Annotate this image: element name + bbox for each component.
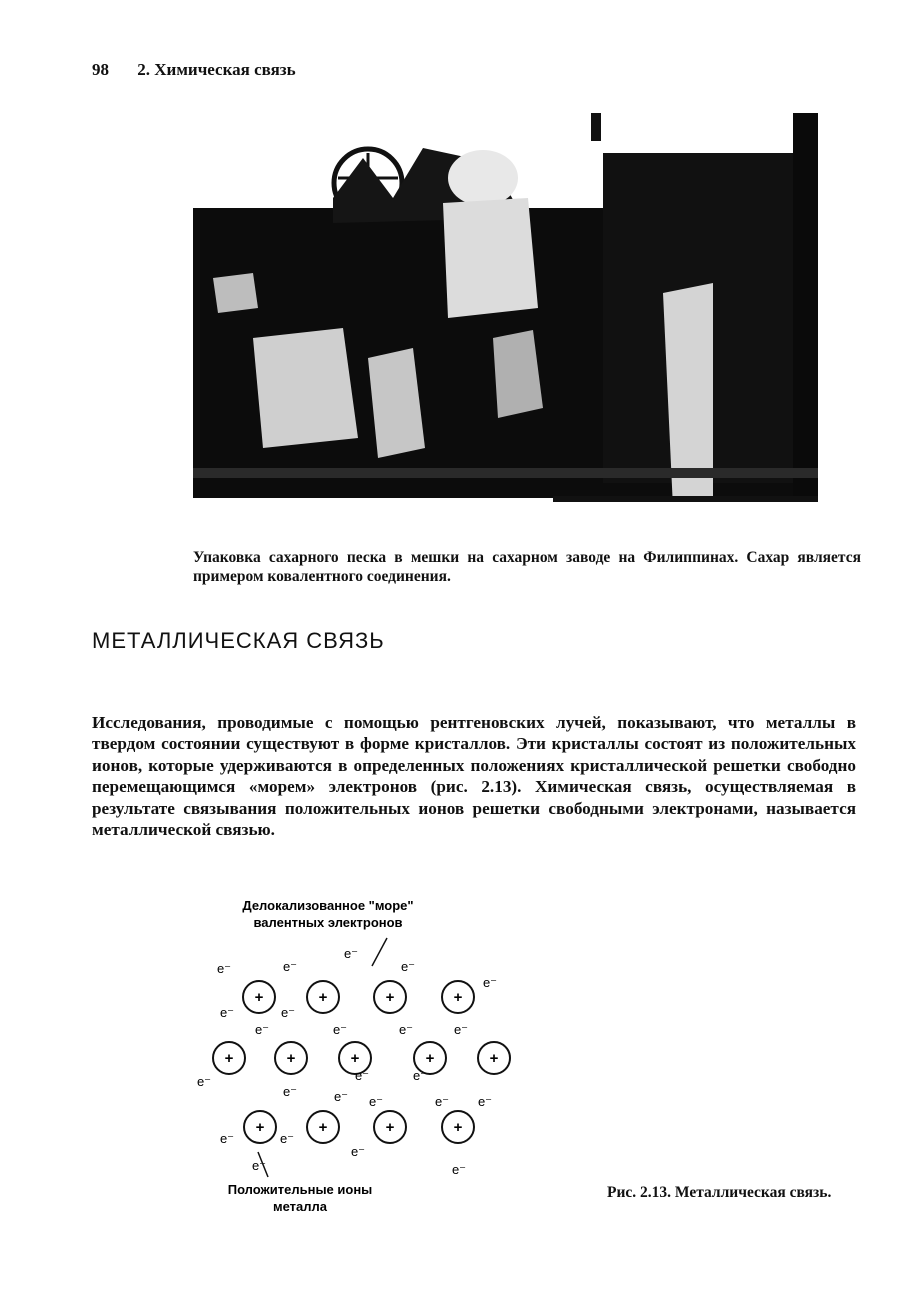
- ion-plus-sign: +: [385, 989, 395, 1006]
- chapter-title: 2. Химическая связь: [137, 60, 296, 79]
- electron-label: e⁻: [332, 1022, 348, 1037]
- electron-label: e⁻: [482, 975, 498, 990]
- section-title: МЕТАЛЛИЧЕСКАЯ СВЯЗЬ: [92, 628, 385, 653]
- electron-label: e⁻: [398, 1022, 414, 1037]
- ion-plus-sign: +: [254, 989, 264, 1006]
- metallic-bond-diagram: [180, 890, 540, 1220]
- running-head: [92, 60, 296, 80]
- electron-label: e⁻: [282, 1084, 298, 1099]
- ion-plus-sign: +: [318, 1119, 328, 1136]
- electron-label: e⁻: [219, 1131, 235, 1146]
- ion-plus-sign: +: [489, 1050, 499, 1067]
- electron-label: e⁻: [254, 1022, 270, 1037]
- label-sea-line1: Делокализованное "море": [242, 898, 414, 913]
- ion-plus-sign: +: [286, 1050, 296, 1067]
- electron-label: e⁻: [453, 1022, 469, 1037]
- electron-label: e⁻: [451, 1162, 467, 1177]
- electron-label: e⁻: [282, 959, 298, 974]
- ion-plus-sign: +: [350, 1050, 360, 1067]
- electron-label: e⁻: [412, 1068, 428, 1083]
- label-sea-line2: валентных электронов: [253, 915, 403, 930]
- ion-plus-sign: +: [255, 1119, 265, 1136]
- electron-label: e⁻: [279, 1131, 295, 1146]
- ion-layer: [213, 981, 510, 1143]
- electron-label: e⁻: [216, 961, 232, 976]
- electron-label: e⁻: [219, 1005, 235, 1020]
- ion-plus-sign: +: [318, 989, 328, 1006]
- page-number: 98: [92, 60, 109, 79]
- ion-plus-sign: +: [385, 1119, 395, 1136]
- electron-label: e⁻: [354, 1068, 370, 1083]
- electron-label: e⁻: [434, 1094, 450, 1109]
- photograph: [193, 108, 818, 516]
- photo-caption: Упаковка сахарного песка в мешки на сахарном заводе на Филиппинах. Сахар является примером ковалентного соединения.: [193, 549, 861, 585]
- electron-label: e⁻: [333, 1089, 349, 1104]
- ion-plus-sign: +: [453, 1119, 463, 1136]
- electron-label: e⁻: [280, 1005, 296, 1020]
- ion-plus-sign: +: [453, 989, 463, 1006]
- label-ions-line1: Положительные ионы: [227, 1182, 373, 1197]
- electron-label: e⁻: [343, 946, 359, 961]
- ion-plus-sign: +: [224, 1050, 234, 1067]
- electron-label: e⁻: [251, 1158, 267, 1173]
- pointer-line-sea: [372, 938, 387, 966]
- electron-label: e⁻: [368, 1094, 384, 1109]
- label-ions-line2: металла: [272, 1199, 328, 1214]
- electron-label: e⁻: [350, 1144, 366, 1159]
- ion-plus-sign: +: [425, 1050, 435, 1067]
- figure-caption: Рис. 2.13. Металлическая связь.: [607, 1184, 832, 1201]
- body-paragraph: Исследования, проводимые с помощью рентгеновских лучей, показывают, что металлы в твердом состоянии существуют в форме кристаллов. Эти кристаллы состоят из положительных ионов, которые удерживаются в определенных положениях кристаллической решетки свободно перемещающимся «морем» электронов (рис. 2.13). Химическая связь, осуществляемая в результате связывания положительных ионов решетки свободными электронами, называется металлической связью.: [92, 713, 856, 840]
- electron-label: e⁻: [477, 1094, 493, 1109]
- electron-label: e⁻: [196, 1074, 212, 1089]
- electron-label: e⁻: [400, 959, 416, 974]
